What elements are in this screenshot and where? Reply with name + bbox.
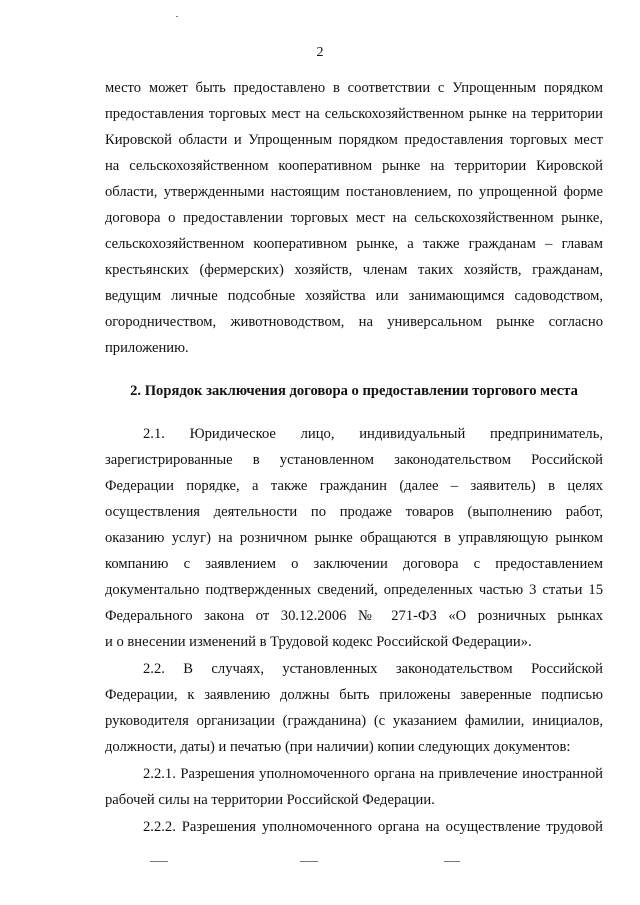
scan-mark bbox=[444, 861, 460, 862]
section-heading: 2. Порядок заключения договора о предоставлении торгового места bbox=[130, 383, 578, 399]
paragraph-line: документально подтвержденных сведений, определенных частью 3 статьи 15 bbox=[105, 582, 603, 598]
paragraph-line: зарегистрированные в установленном законодательством Российской bbox=[105, 452, 603, 468]
paragraph-line: ведущим личные подсобные хозяйства или занимающимся садоводством, bbox=[105, 288, 603, 304]
paragraph-line: рабочей силы на территории Российской Федерации. bbox=[105, 792, 435, 808]
paragraph-line: сельскохозяйственном кооперативном рынке, а также гражданам – главам bbox=[105, 236, 603, 252]
paragraph-line: приложению. bbox=[105, 340, 189, 356]
paragraph-line: Кировской области и Упрощенным порядком предоставления торговых мест bbox=[105, 132, 603, 148]
paragraph-line: компанию с заявлением о заключении договора с предоставлением bbox=[105, 556, 603, 572]
paragraph-line: 2.2. В случаях, установленных законодательством Российской bbox=[143, 661, 603, 677]
paragraph-line: 2.2.1. Разрешения уполномоченного органа на привлечение иностранной bbox=[143, 766, 603, 782]
paragraph-line: области, утвержденными настоящим постановлением, по упрощенной форме bbox=[105, 184, 603, 200]
paragraph-line: должности, даты) и печатью (при наличии) копии следующих документов: bbox=[105, 739, 571, 755]
paragraph-line: 2.1. Юридическое лицо, индивидуальный предприниматель, bbox=[143, 426, 603, 442]
paragraph-line: договора о предоставлении торговых мест на сельскохозяйственном рынке, bbox=[105, 210, 603, 226]
paragraph-line: Федерации порядке, а также гражданин (далее – заявитель) в целях bbox=[105, 478, 603, 494]
scan-mark bbox=[300, 861, 318, 862]
paragraph-line: осуществления деятельности по продаже товаров (выполнению работ, bbox=[105, 504, 603, 520]
paragraph-line: оказанию услуг) на розничном рынке обращаются в управляющую рынком bbox=[105, 530, 603, 546]
paragraph-line: Федерации, к заявлению должны быть приложены заверенные подписью bbox=[105, 687, 603, 703]
paragraph-line: огородничеством, животноводством, на универсальном рынке согласно bbox=[105, 314, 603, 330]
paragraph-line: место может быть предоставлено в соответствии с Упрощенным порядком bbox=[105, 80, 603, 96]
paragraph-line: крестьянских (фермерских) хозяйств, членам таких хозяйств, гражданам, bbox=[105, 262, 603, 278]
paragraph-line: Федерального закона от 30.12.2006 № 271-ФЗ «О розничных рынках bbox=[105, 608, 603, 624]
paragraph-line: на сельскохозяйственном кооперативном рынке на территории Кировской bbox=[105, 158, 603, 174]
page-number: 2 bbox=[316, 45, 324, 60]
paragraph-line: руководителя организации (гражданина) (с указанием фамилии, инициалов, bbox=[105, 713, 603, 729]
scan-mark bbox=[150, 861, 168, 862]
scan-mark bbox=[176, 16, 178, 17]
paragraph-line: и о внесении изменений в Трудовой кодекс Российской Федерации». bbox=[105, 634, 532, 650]
paragraph-line: 2.2.2. Разрешения уполномоченного органа на осуществление трудовой bbox=[143, 819, 603, 835]
paragraph-line: предоставления торговых мест на сельскохозяйственном рынке на территории bbox=[105, 106, 603, 122]
